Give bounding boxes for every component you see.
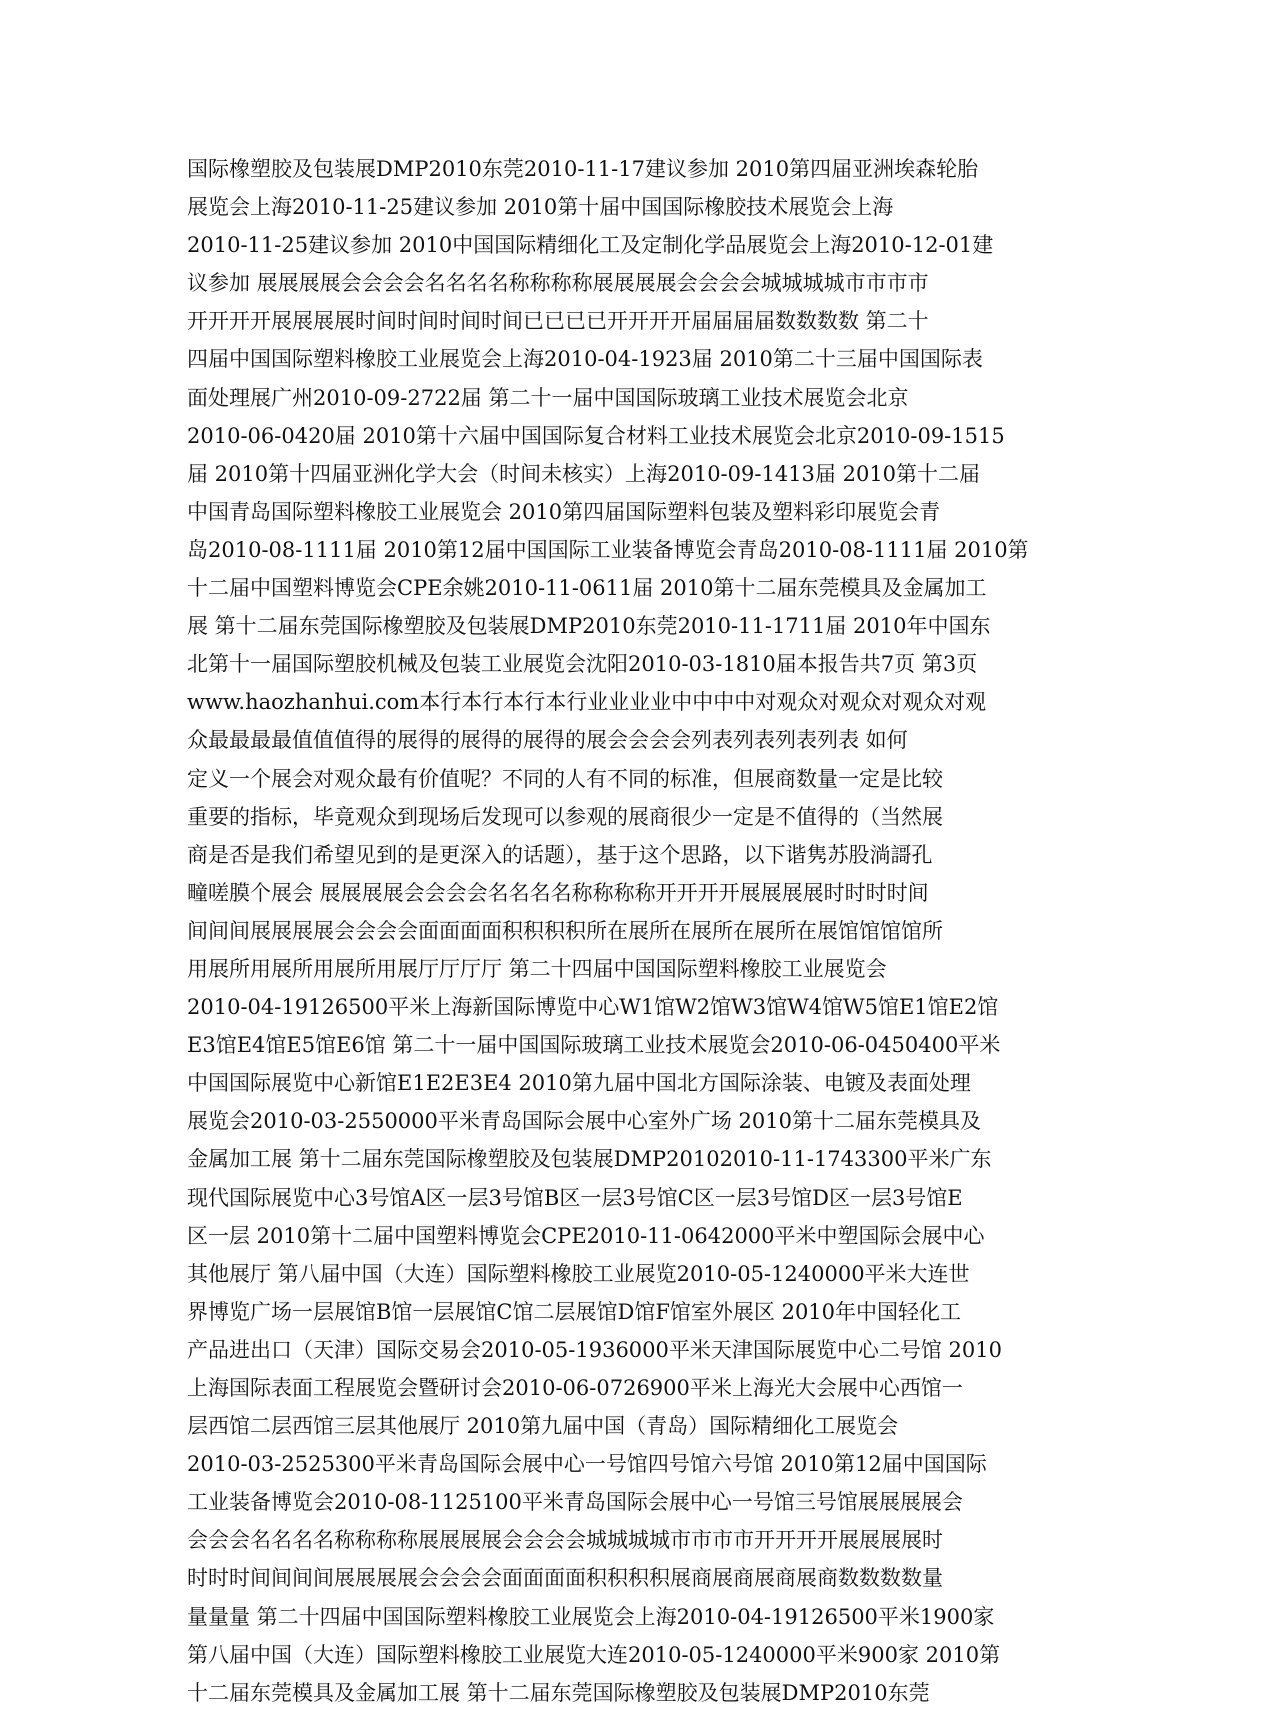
- text-line: 商是否是我们希望见到的是更深入的话题），基于这个思路，以下谐隽苏股淌謌孔: [187, 842, 933, 867]
- text-line: 众最最最最值值值得的展得的展得的展得的展会会会会列表列表列表列表 如何: [187, 728, 908, 753]
- text-line: 中国国际展览中心新馆E1E2E3E4 2010第九届中国北方国际涂装、电镀及表面处理: [187, 1071, 971, 1096]
- text-line: 展 第十二届东莞国际橡塑胶及包装展DMP2010东莞2010-11-1711届 2010年中国东: [187, 614, 991, 639]
- text-line: 层西馆二层西馆三层其他展厅 2010第九届中国（青岛）国际精细化工展览会: [187, 1414, 899, 1439]
- text-line: 会会会名名名名称称称称展展展展会会会会城城城城市市市市开开开开展展展展时: [187, 1528, 943, 1553]
- text-line: 国际橡塑胶及包装展DMP2010东莞2010-11-17建议参加 2010第四届亚洲埃森轮胎: [187, 157, 979, 181]
- text-line: www.haozhanhui.com本行本行本行本行业业业业中中中中对观众对观众对观众对观: [187, 690, 987, 715]
- text-line: 金属加工展 第十二届东莞国际橡塑胶及包装展DMP20102010-11-1743300平米广东: [187, 1147, 992, 1172]
- text-line: 第八届中国（大连）国际塑料橡胶工业展览大连2010-05-1240000平米900家 2010第: [187, 1642, 1001, 1667]
- text-line: 疃嗟膜个展会 展展展展会会会会名名名名称称称称开开开开展展展展时时时时间: [187, 880, 929, 905]
- text-line: 十二届中国塑料博览会CPE余姚2010-11-0611届 2010第十二届东莞模具及金属加工: [187, 576, 987, 601]
- text-line: 上海国际表面工程展览会暨研讨会2010-06-0726900平米上海光大会展中心西馆一: [187, 1376, 963, 1400]
- text-line: 2010-03-2525300平米青岛国际会展中心一号馆四号馆六号馆 2010第12届中国国际: [187, 1452, 987, 1477]
- text-line: 产品进出口（天津）国际交易会2010-05-1936000平米天津国际展览中心二号馆 2010: [187, 1337, 1002, 1362]
- text-line: 区一层 2010第十二届中国塑料博览会CPE2010-11-0642000平米中塑国际会展中心: [187, 1223, 985, 1248]
- text-line: 重要的指标，毕竟观众到现场后发现可以参观的展商很少一定是不值得的（当然展: [187, 804, 943, 829]
- body-text: [187, 150, 1067, 1712]
- text-line: 面处理展广州2010-09-2722届 第二十一届中国国际玻璃工业技术展览会北京: [187, 385, 909, 410]
- text-line: 展览会上海2010-11-25建议参加 2010第十届中国国际橡胶技术展览会上海: [187, 195, 894, 220]
- text-line: 定义一个展会对观众最有价值呢？不同的人有不同的标准，但展商数量一定是比较: [187, 766, 943, 791]
- text-line: 其他展厅 第八届中国（大连）国际塑料橡胶工业展览2010-05-1240000平米大连世: [187, 1261, 970, 1286]
- text-line: 2010-06-0420届 2010第十六届中国国际复合材料工业技术展览会北京2010-09-1515: [187, 423, 1005, 448]
- text-line: 2010-04-19126500平米上海新国际博览中心W1馆W2馆W3馆W4馆W5馆E1馆E2馆: [187, 995, 999, 1020]
- text-line: 议参加 展展展展会会会会名名名名称称称称展展展展会会会会城城城城市市市市: [187, 271, 929, 296]
- text-line: 北第十一届国际塑胶机械及包装工业展览会沈阳2010-03-1810届本报告共7页 第3页: [187, 652, 978, 677]
- text-line: 岛2010-08-1111届 2010第12届中国国际工业装备博览会青岛2010-08-1111届 2010第: [187, 537, 1029, 562]
- text-line: 展览会2010-03-2550000平米青岛国际会展中心室外广场 2010第十二届东莞模具及: [187, 1109, 981, 1134]
- text-line: 工业装备博览会2010-08-1125100平米青岛国际会展中心一号馆三号馆展展展展会: [187, 1490, 963, 1515]
- text-line: 间间间展展展展会会会会面面面面积积积积所在展所在展所在展所在展馆馆馆馆所: [187, 918, 943, 943]
- text-line: 四届中国国际塑料橡胶工业展览会上海2010-04-1923届 2010第二十三届中国国际表: [187, 347, 983, 372]
- text-line: E3馆E4馆E5馆E6馆 第二十一届中国国际玻璃工业技术展览会2010-06-0450400平米: [187, 1033, 1001, 1058]
- text-line: 量量量 第二十四届中国国际塑料橡胶工业展览会上海2010-04-19126500平米1900家: [187, 1604, 995, 1629]
- text-line: 开开开开展展展展时间时间时间时间已已已已开开开开届届届届数数数数 第二十: [187, 309, 929, 334]
- text-line: 中国青岛国际塑料橡胶工业展览会 2010第四届国际塑料包装及塑料彩印展览会青: [187, 499, 941, 524]
- text-line: 时时时间间间间展展展展会会会会面面面面积积积积展商展商展商展商数数数数量: [187, 1566, 943, 1591]
- text-line: 用展所用展所用展所用展厅厅厅厅 第二十四届中国国际塑料橡胶工业展览会: [187, 956, 887, 981]
- text-line: 十二届东莞模具及金属加工展 第十二届东莞国际橡塑胶及包装展DMP2010东莞: [187, 1680, 930, 1705]
- text-line: 2010-11-25建议参加 2010中国国际精细化工及定制化学品展览会上海2010-12-01建: [187, 233, 994, 258]
- text-line: 界博览广场一层展馆B馆一层展馆C馆二层展馆D馆F馆室外展区 2010年中国轻化工: [187, 1299, 962, 1324]
- text-line: 届 2010第十四届亚洲化学大会（时间未核实）上海2010-09-1413届 2010第十二届: [187, 461, 981, 486]
- text-line: 现代国际展览中心3号馆A区一层3号馆B区一层3号馆C区一层3号馆D区一层3号馆E: [187, 1185, 963, 1210]
